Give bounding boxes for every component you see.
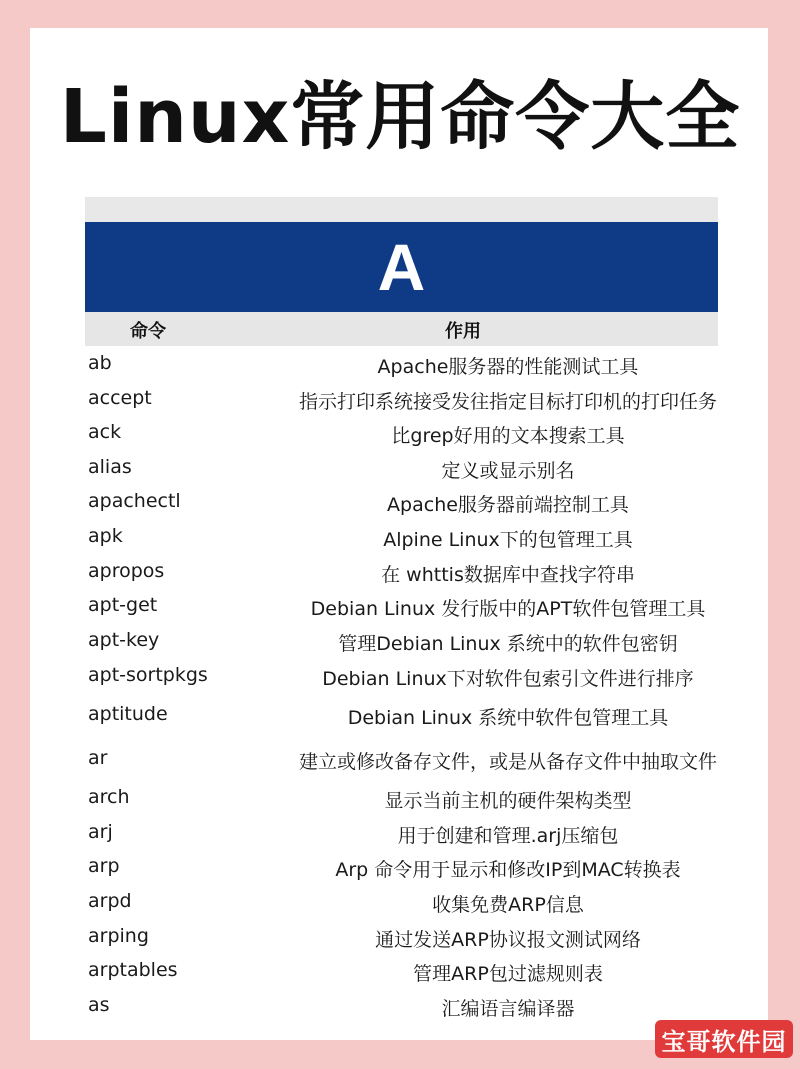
- command-cell: arch: [88, 786, 130, 808]
- command-cell: apt-get: [88, 594, 158, 616]
- command-cell: arptables: [88, 959, 178, 981]
- table-row: [88, 925, 728, 951]
- command-cell: arping: [88, 925, 149, 947]
- description-cell: 管理Debian Linux 系统中的软件包密钥: [338, 633, 678, 655]
- table-row: [88, 352, 728, 378]
- column-header-command: 命令: [130, 321, 166, 342]
- command-cell: ab: [88, 352, 112, 374]
- description-cell: Debian Linux 发行版中的APT软件包管理工具: [310, 598, 706, 620]
- command-cell: apachectl: [88, 490, 181, 512]
- command-cell: aptitude: [88, 703, 168, 725]
- command-cell: apt-key: [88, 629, 160, 651]
- command-cell: arp: [88, 855, 120, 877]
- table-row: [88, 387, 728, 413]
- table-row: [88, 747, 728, 773]
- command-cell: ack: [88, 421, 122, 443]
- description-cell: Debian Linux下对软件包索引文件进行排序: [322, 668, 694, 690]
- command-cell: ar: [88, 747, 108, 769]
- table-row: [88, 786, 728, 812]
- table-row: [88, 821, 728, 847]
- table-row: [88, 560, 728, 586]
- description-cell: 定义或显示别名: [441, 460, 575, 482]
- description-cell: 在 whttis数据库中查找字符串: [381, 564, 635, 586]
- table-row: [88, 855, 728, 881]
- table-row: [88, 664, 728, 690]
- watermark-text: 宝哥软件园: [661, 1027, 787, 1056]
- command-cell: as: [88, 994, 110, 1016]
- table-row: [88, 703, 728, 729]
- table-row: [88, 890, 728, 916]
- table-row: [88, 594, 728, 620]
- description-cell: 建立或修改备存文件，或是从备存文件中抽取文件: [298, 751, 717, 773]
- table-row: [88, 525, 728, 551]
- table-row: [88, 994, 728, 1020]
- command-cell: accept: [88, 387, 152, 409]
- description-cell: 收集免费ARP信息: [432, 894, 584, 916]
- command-cell: alias: [88, 456, 132, 478]
- watermark-logo: [655, 1020, 793, 1058]
- command-cell: apt-sortpkgs: [88, 664, 208, 686]
- description-cell: 比grep好用的文本搜索工具: [391, 425, 625, 447]
- description-cell: 通过发送ARP协议报文测试网络: [375, 929, 641, 951]
- command-cell: apropos: [88, 560, 165, 582]
- description-cell: Apache服务器的性能测试工具: [377, 356, 639, 378]
- description-cell: Debian Linux 系统中软件包管理工具: [347, 707, 669, 729]
- command-cell: arj: [88, 821, 113, 843]
- section-letter: A: [377, 230, 426, 304]
- command-cell: apk: [88, 525, 123, 547]
- description-cell: 指示打印系统接受发往指定目标打印机的打印任务: [298, 391, 717, 413]
- column-header-description: 作用: [445, 321, 481, 342]
- table-row: [88, 490, 728, 516]
- table-row: [88, 959, 728, 985]
- table-row: [88, 629, 728, 655]
- description-cell: Arp 命令用于显示和修改IP到MAC转换表: [335, 859, 681, 881]
- table-row: [88, 421, 728, 447]
- table-row: [88, 456, 728, 482]
- description-cell: 用于创建和管理.arj压缩包: [397, 825, 619, 847]
- description-cell: Apache服务器前端控制工具: [387, 494, 629, 516]
- command-cell: arpd: [88, 890, 132, 912]
- page-title: Linux常用命令大全: [59, 74, 741, 160]
- description-cell: 显示当前主机的硬件架构类型: [384, 790, 632, 812]
- description-cell: 管理ARP包过滤规则表: [413, 963, 603, 985]
- description-cell: 汇编语言编译器: [441, 998, 575, 1020]
- description-cell: Alpine Linux下的包管理工具: [383, 529, 633, 551]
